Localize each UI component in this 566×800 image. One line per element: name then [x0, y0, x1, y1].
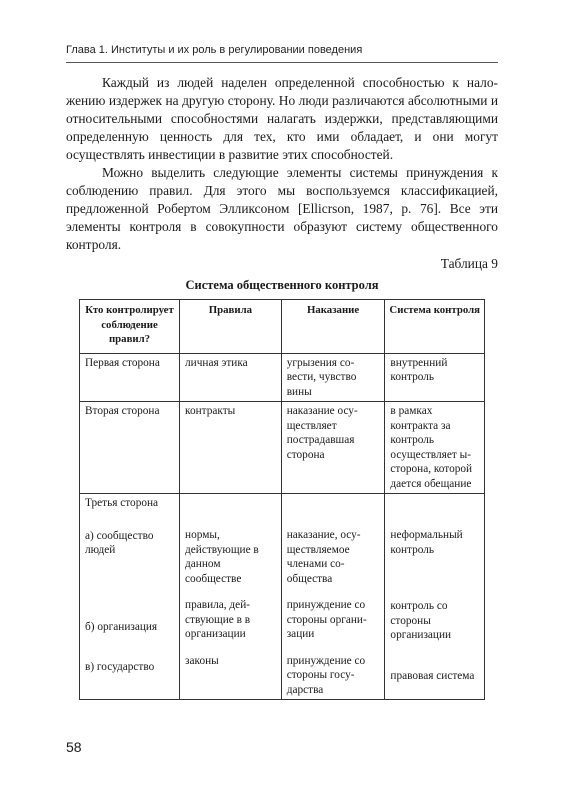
table-cell: наказание осуществляет пострадавшая сторона — [281, 402, 385, 494]
table-cell: правила, действующие в в организации — [185, 599, 251, 640]
header-cell-punishment: Наказание — [281, 300, 385, 354]
table-cell: неформальный контроль — [390, 529, 463, 556]
table-cell: законы — [185, 654, 219, 667]
sub-row-label: в) государство — [85, 661, 155, 673]
rules-column — [180, 494, 282, 700]
sub-row-label: б) организация — [85, 620, 158, 633]
control-system-table — [79, 299, 485, 700]
header-cell-controller: Кто контролирует соблюдение правил? — [80, 300, 180, 354]
table-cell: контракты — [180, 402, 282, 494]
table-row-third-party — [80, 494, 485, 700]
table-cell: личная этика — [180, 353, 282, 402]
running-header: Глава 1. Институты и их роль в регулировании поведения — [66, 44, 363, 56]
table-label: Таблица 9 — [440, 256, 498, 271]
table-header-row — [80, 300, 485, 354]
punishment-column — [281, 494, 385, 700]
table-cell: правовая система — [390, 669, 475, 682]
table-cell: угрызения совести, чувство вины — [281, 353, 385, 402]
table-cell: контроль со стороны организации — [390, 600, 452, 641]
table-cell: принуждение со стороны организации — [286, 599, 367, 640]
body-text — [66, 74, 498, 254]
sub-row-label: а) сообщество людей — [85, 529, 154, 556]
third-party-column — [80, 494, 180, 700]
paragraph-1: Каждый из людей наделен определенной способностью к наложению издержек на другую сторону. Но люди различаются абсолютными и относительными способностями налагать издержки, представляющими определенную ценность для тех, кто ими обладает, и они могут осуществлять инвестиции в развитие этих способностей. — [66, 75, 498, 162]
third-party-label: Третья сторона — [85, 497, 159, 509]
table-title: Система общественного контроля — [185, 278, 379, 292]
control-system-column — [385, 494, 485, 700]
page-number: 58 — [66, 739, 82, 755]
header-cell-rules: Правила — [180, 300, 282, 354]
paragraph-2: Можно выделить следующие элементы системы принуждения к соблюдению правил. Для этого мы воспользуемся классификацией, предложенной Робертом Элликсоном [Ellicrson, 1987, p. 76]. Все эти элементы контроля в совокупности образуют систему общественного контроля. — [66, 165, 498, 252]
table-cell: принуждение со стороны государства — [286, 654, 366, 696]
header-cell-control-system: Система контроля — [385, 300, 485, 354]
table-cell: в рамках контракта за контроль осуществляет ысторона, которой дается обещание — [385, 402, 485, 494]
table-cell: наказание, осуществляемое членами сообщества — [286, 529, 361, 585]
table-cell: Первая сторона — [80, 353, 180, 402]
header-rule — [66, 62, 498, 63]
table-row — [80, 353, 485, 402]
table-cell: нормы, действующие в данном сообществе — [185, 529, 259, 585]
table-row — [80, 402, 485, 494]
table-cell: Вторая сторона — [80, 402, 180, 494]
table-cell: внутренний контроль — [385, 353, 485, 402]
